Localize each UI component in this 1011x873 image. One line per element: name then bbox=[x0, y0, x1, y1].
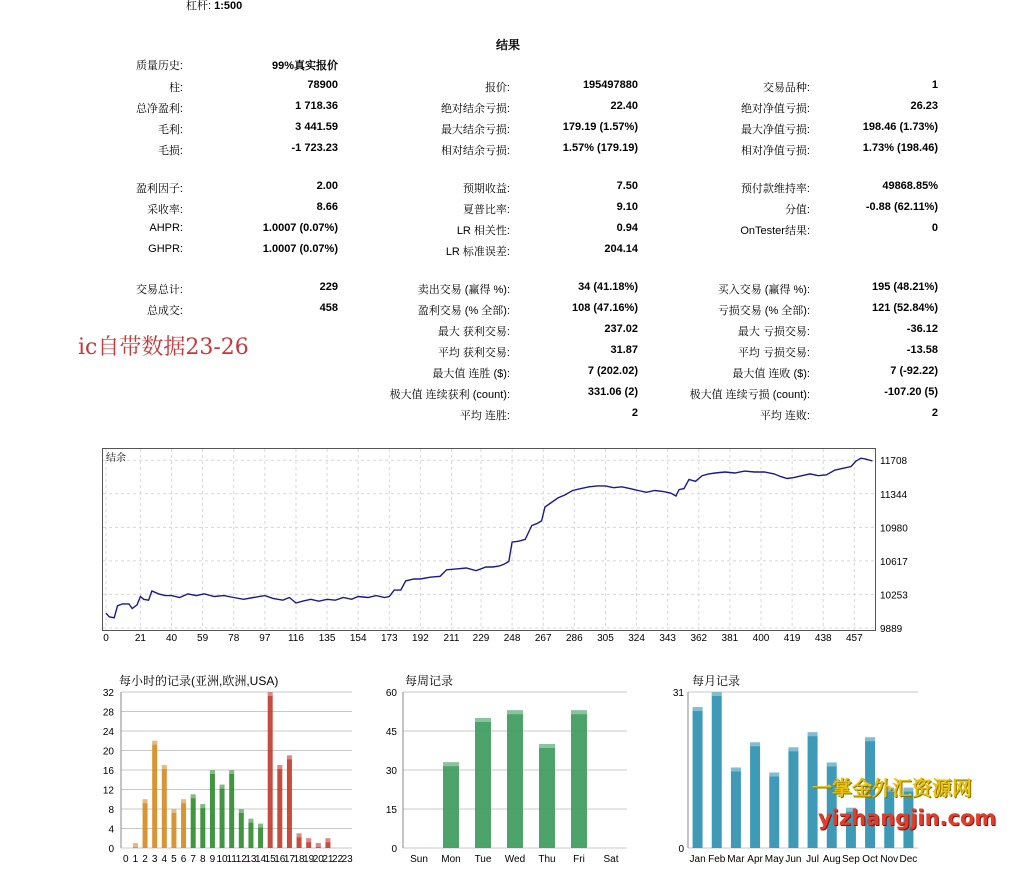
bar-highlight bbox=[268, 692, 273, 696]
bar-highlight bbox=[750, 742, 760, 746]
x-tick-label: 18 bbox=[293, 854, 305, 865]
x-tick-label: 381 bbox=[721, 633, 739, 644]
bar-highlight bbox=[788, 747, 798, 751]
stat-label: 最大 亏损交易: bbox=[737, 326, 810, 338]
stat-value: -107.20 (5) bbox=[884, 386, 938, 398]
x-tick-label: 22 bbox=[332, 854, 344, 865]
y-tick-label: 30 bbox=[385, 766, 397, 777]
bar-highlight bbox=[143, 799, 148, 803]
stat-value: 22.40 bbox=[610, 100, 638, 112]
bar-highlight bbox=[210, 770, 215, 774]
results-title: 结果 bbox=[496, 38, 521, 52]
x-tick-label: 173 bbox=[380, 633, 398, 644]
bar-highlight bbox=[152, 741, 157, 745]
x-tick-label: Aug bbox=[822, 854, 841, 865]
y-tick-label: 32 bbox=[102, 688, 114, 699]
stat-label: 亏损交易 (% 全部): bbox=[717, 305, 810, 317]
stat-label: 绝对结余亏损: bbox=[440, 103, 510, 115]
bar-chart-title: 每小时的记录(亚洲,欧洲,USA) bbox=[119, 674, 279, 688]
stat-value: 195 (48.21%) bbox=[871, 281, 938, 293]
x-tick-label: Apr bbox=[747, 854, 763, 865]
x-tick-label: Mar bbox=[727, 854, 745, 865]
bar bbox=[171, 809, 176, 848]
stat-label: 相对结余亏损: bbox=[440, 145, 510, 157]
bar bbox=[475, 718, 491, 848]
bar-highlight bbox=[507, 710, 523, 714]
stat-label: 最大值 连胜 ($): bbox=[432, 368, 510, 380]
stat-label: LR 标准误差: bbox=[445, 246, 510, 258]
x-tick-label: 19 bbox=[303, 854, 315, 865]
stat-value: 229 bbox=[319, 281, 338, 293]
stat-label: 预付款维持率: bbox=[740, 183, 810, 195]
bar-highlight bbox=[827, 762, 837, 766]
bar-highlight bbox=[220, 785, 225, 789]
x-tick-label: 0 bbox=[123, 854, 129, 865]
x-tick-label: 343 bbox=[659, 633, 677, 644]
stat-value: 1 bbox=[931, 79, 938, 91]
stat-value: 9.10 bbox=[616, 201, 638, 213]
x-tick-label: 6 bbox=[180, 854, 187, 865]
bar bbox=[143, 799, 148, 848]
bar-highlight bbox=[316, 843, 321, 847]
stat-label: GHPR: bbox=[148, 243, 183, 255]
y-tick-label: 0 bbox=[391, 844, 397, 855]
x-tick-label: 267 bbox=[534, 633, 552, 644]
stat-label: 平均 连胜: bbox=[459, 410, 510, 422]
bar-highlight bbox=[248, 819, 253, 823]
stat-label: 极大值 连续亏损 (count): bbox=[689, 389, 810, 401]
bar-highlight bbox=[325, 838, 330, 842]
bar-highlight bbox=[712, 692, 722, 696]
stat-value: 26.23 bbox=[910, 100, 938, 112]
y-tick-label: 16 bbox=[102, 766, 114, 777]
bar-highlight bbox=[769, 773, 779, 777]
bar bbox=[229, 770, 234, 848]
stat-value: 99%真实报价 bbox=[271, 60, 338, 72]
x-tick-label: 40 bbox=[165, 633, 178, 644]
x-tick-label: 419 bbox=[783, 633, 801, 644]
x-tick-label: 11 bbox=[226, 854, 237, 865]
stat-value: 331.06 (2) bbox=[587, 386, 638, 398]
x-tick-label: Wed bbox=[504, 854, 526, 865]
stat-label: 平均 连败: bbox=[759, 410, 810, 422]
bar bbox=[210, 770, 215, 848]
stat-label: 平均 获利交易: bbox=[437, 347, 510, 359]
stat-label: 买入交易 (赢得 %): bbox=[717, 284, 810, 296]
stat-label: 毛损: bbox=[157, 145, 183, 157]
x-tick-label: 14 bbox=[255, 854, 267, 865]
bar bbox=[731, 767, 741, 848]
bar-chart-title: 每月记录 bbox=[692, 674, 741, 688]
stat-value: 7 (202.02) bbox=[587, 365, 638, 377]
stat-value: 8.66 bbox=[316, 201, 338, 213]
stat-value: 1.0007 (0.07%) bbox=[262, 243, 338, 255]
bar bbox=[750, 742, 760, 848]
bar-highlight bbox=[191, 794, 196, 798]
stat-label: 最大结余亏损: bbox=[440, 124, 510, 136]
x-tick-label: Jul bbox=[806, 854, 819, 865]
x-tick-label: 362 bbox=[690, 633, 708, 644]
bar-highlight bbox=[731, 767, 741, 771]
y-tick-label: 10980 bbox=[880, 523, 908, 535]
stat-value: 0.94 bbox=[616, 222, 638, 234]
stat-value: 195497880 bbox=[582, 79, 638, 91]
bar bbox=[712, 692, 722, 848]
x-tick-label: 154 bbox=[349, 633, 367, 644]
x-tick-label: 457 bbox=[846, 633, 863, 644]
x-tick-label: Sat bbox=[603, 854, 619, 865]
stat-label: LR 相关性: bbox=[456, 225, 510, 237]
x-tick-label: 10 bbox=[216, 854, 228, 865]
x-tick-label: 192 bbox=[412, 633, 429, 644]
bar bbox=[191, 794, 196, 848]
x-tick-label: 1 bbox=[132, 854, 139, 865]
y-tick-label: 10617 bbox=[880, 556, 908, 568]
x-tick-label: 23 bbox=[341, 854, 353, 865]
stat-label: 柱: bbox=[168, 82, 183, 94]
x-tick-label: 5 bbox=[171, 854, 177, 865]
stat-label: 极大值 连续获利 (count): bbox=[389, 389, 510, 401]
y-tick-label: 20 bbox=[102, 746, 114, 758]
bar bbox=[571, 710, 587, 848]
stat-value: 179.19 (1.57%) bbox=[562, 121, 638, 133]
x-tick-label: 248 bbox=[503, 633, 521, 644]
bar-highlight bbox=[306, 838, 311, 842]
stat-label: 盈利交易 (% 全部): bbox=[417, 305, 510, 317]
bar bbox=[248, 819, 253, 848]
stat-value: 49868.85% bbox=[882, 180, 938, 192]
bar bbox=[181, 799, 186, 848]
stat-value: 458 bbox=[319, 302, 338, 314]
x-tick-label: 4 bbox=[161, 854, 168, 865]
bar-highlight bbox=[171, 809, 176, 813]
x-tick-label: Mon bbox=[441, 854, 461, 865]
x-tick-label: Sep bbox=[842, 854, 860, 865]
watermark-site-name: 一掌金外汇资源网 bbox=[812, 776, 972, 800]
stat-label: 卖出交易 (赢得 %): bbox=[417, 284, 510, 296]
bar-highlight bbox=[277, 765, 282, 769]
stat-label: 预期收益: bbox=[462, 183, 510, 195]
stat-value: 34 (41.18%) bbox=[578, 281, 638, 293]
x-tick-label: 21 bbox=[322, 854, 334, 865]
stat-label: 交易总计: bbox=[135, 284, 183, 296]
x-tick-label: 97 bbox=[259, 633, 271, 644]
bar-highlight bbox=[229, 770, 234, 774]
stat-value: 1 718.36 bbox=[295, 100, 338, 112]
x-tick-label: 21 bbox=[134, 633, 146, 644]
y-tick-label: 4 bbox=[108, 824, 114, 836]
x-tick-label: Tue bbox=[474, 854, 492, 865]
bar bbox=[788, 747, 798, 848]
bar bbox=[152, 741, 157, 848]
stat-label: 绝对净值亏损: bbox=[740, 103, 810, 115]
x-tick-label: Sun bbox=[410, 854, 428, 865]
bar-highlight bbox=[287, 755, 292, 759]
x-tick-label: 305 bbox=[597, 633, 614, 644]
bar-highlight bbox=[571, 710, 587, 714]
stat-label: 总成交: bbox=[146, 305, 183, 317]
x-tick-label: Jun bbox=[785, 854, 802, 865]
x-tick-label: Jan bbox=[689, 854, 706, 865]
stat-label: 相对净值亏损: bbox=[740, 145, 810, 157]
x-tick-label: 7 bbox=[190, 854, 196, 865]
stat-value: 2 bbox=[931, 407, 938, 419]
bar-highlight bbox=[200, 804, 205, 808]
leverage-value: 1:500 bbox=[214, 0, 243, 12]
stat-value: 121 (52.84%) bbox=[871, 302, 938, 314]
bar-highlight bbox=[475, 718, 491, 722]
bar-highlight bbox=[297, 833, 302, 837]
x-tick-label: Dec bbox=[899, 854, 918, 865]
x-tick-label: 3 bbox=[151, 854, 158, 865]
bar-highlight bbox=[258, 824, 263, 828]
stat-label: 毛利: bbox=[157, 124, 183, 136]
bar bbox=[200, 804, 205, 848]
bar-highlight bbox=[693, 707, 703, 711]
stat-value: 108 (47.16%) bbox=[571, 302, 638, 314]
x-tick-label: 116 bbox=[287, 633, 304, 644]
y-tick-label: 24 bbox=[102, 727, 114, 738]
y-tick-label: 11344 bbox=[880, 489, 908, 501]
x-tick-label: 12 bbox=[235, 854, 247, 865]
y-tick-label: 11708 bbox=[880, 456, 908, 468]
bar bbox=[287, 755, 292, 848]
bar-highlight bbox=[808, 732, 818, 736]
stat-value: -1 723.23 bbox=[291, 142, 338, 154]
stat-label: OnTester结果: bbox=[740, 225, 810, 237]
bar-highlight bbox=[162, 765, 167, 769]
y-tick-label: 10253 bbox=[880, 590, 908, 602]
x-tick-label: 2 bbox=[142, 854, 148, 865]
x-tick-label: 13 bbox=[245, 854, 257, 865]
stat-value: 2.00 bbox=[316, 180, 338, 192]
x-tick-label: 16 bbox=[274, 854, 286, 865]
x-tick-label: 0 bbox=[103, 633, 109, 644]
stat-value: -36.12 bbox=[906, 323, 938, 335]
x-tick-label: 20 bbox=[312, 854, 324, 865]
stat-value: -0.88 (62.11%) bbox=[865, 201, 938, 213]
stat-label: 分值: bbox=[784, 204, 810, 216]
stat-value: -13.58 bbox=[906, 344, 938, 356]
stat-value: 1.73% (198.46) bbox=[862, 142, 938, 154]
bar bbox=[162, 765, 167, 848]
stat-label: 平均 亏损交易: bbox=[737, 347, 810, 359]
y-tick-label: 0 bbox=[108, 844, 114, 855]
stat-value: 2 bbox=[631, 407, 638, 419]
stat-label: 最大值 连败 ($): bbox=[732, 368, 810, 380]
bar-highlight bbox=[539, 744, 555, 748]
x-tick-label: 78 bbox=[228, 633, 240, 644]
bar-highlight bbox=[443, 762, 459, 766]
x-tick-label: 135 bbox=[318, 633, 336, 644]
y-tick-label: 31 bbox=[672, 688, 684, 699]
stat-label: 最大净值亏损: bbox=[740, 124, 810, 136]
stat-label: 盈利因子: bbox=[135, 183, 183, 195]
stat-value: 204.14 bbox=[604, 243, 638, 255]
stat-label: 总净盈利: bbox=[135, 103, 183, 115]
stat-label: 最大 获利交易: bbox=[437, 326, 510, 338]
stat-value: 7 (-92.22) bbox=[890, 365, 938, 377]
stat-value: 0 bbox=[931, 222, 938, 234]
x-tick-label: 400 bbox=[752, 633, 770, 644]
bar bbox=[220, 785, 225, 848]
x-tick-label: 229 bbox=[472, 633, 490, 644]
bar bbox=[539, 744, 555, 848]
y-tick-label: 0 bbox=[678, 844, 684, 855]
bar-chart-title: 每周记录 bbox=[405, 674, 454, 688]
y-tick-label: 60 bbox=[385, 688, 397, 699]
stat-value: 237.02 bbox=[604, 323, 638, 335]
leverage-label: 杠杆: bbox=[186, 0, 212, 12]
y-tick-label: 8 bbox=[108, 805, 114, 816]
x-tick-label: Thu bbox=[538, 854, 556, 865]
bar-highlight bbox=[181, 799, 186, 803]
bar-highlight bbox=[865, 737, 875, 741]
y-tick-label: 15 bbox=[385, 805, 397, 816]
bar bbox=[239, 809, 244, 848]
x-tick-label: Oct bbox=[862, 854, 878, 865]
bar bbox=[277, 765, 282, 848]
bar bbox=[268, 692, 273, 848]
x-tick-label: Nov bbox=[880, 854, 899, 865]
x-tick-label: 9 bbox=[209, 854, 216, 865]
x-tick-label: 17 bbox=[283, 854, 295, 865]
y-tick-label: 45 bbox=[385, 727, 397, 738]
x-tick-label: 15 bbox=[264, 854, 276, 865]
x-tick-label: 286 bbox=[565, 633, 583, 644]
bar bbox=[769, 773, 779, 848]
stat-value: 198.46 (1.73%) bbox=[862, 121, 938, 133]
bar-highlight bbox=[133, 843, 138, 847]
stat-label: 交易品种: bbox=[762, 82, 810, 94]
stat-label: 质量历史: bbox=[135, 60, 183, 72]
bar bbox=[443, 762, 459, 848]
stat-label: 夏普比率: bbox=[462, 204, 510, 216]
y-tick-label: 28 bbox=[102, 707, 114, 719]
bar bbox=[693, 707, 703, 848]
x-tick-label: 8 bbox=[200, 854, 206, 865]
stat-value: 78900 bbox=[307, 79, 338, 91]
stat-label: 采收率: bbox=[146, 204, 183, 216]
x-tick-label: 211 bbox=[443, 633, 460, 644]
stat-label: 报价: bbox=[484, 82, 510, 94]
stat-value: 1.57% (179.19) bbox=[562, 142, 638, 154]
x-tick-label: May bbox=[764, 854, 784, 865]
stat-value: 31.87 bbox=[610, 344, 638, 356]
bar-highlight bbox=[239, 809, 244, 813]
bar bbox=[507, 710, 523, 848]
stat-value: 1.0007 (0.07%) bbox=[262, 222, 338, 234]
y-tick-label: 12 bbox=[102, 785, 114, 797]
y-tick-label: 9889 bbox=[880, 624, 903, 635]
x-tick-label: 324 bbox=[628, 633, 645, 644]
x-tick-label: Feb bbox=[708, 854, 726, 865]
stat-value: 3 441.59 bbox=[295, 121, 338, 133]
x-tick-label: 59 bbox=[197, 633, 209, 644]
x-tick-label: 438 bbox=[814, 633, 832, 644]
stat-label: AHPR: bbox=[149, 222, 183, 234]
watermark-url: yizhangjin.com bbox=[818, 806, 997, 830]
annotation-text: ic自带数据23-26 bbox=[78, 335, 249, 360]
balance-chart-title: 结余 bbox=[106, 453, 126, 464]
x-tick-label: Fri bbox=[573, 854, 585, 865]
stat-value: 7.50 bbox=[616, 180, 638, 192]
